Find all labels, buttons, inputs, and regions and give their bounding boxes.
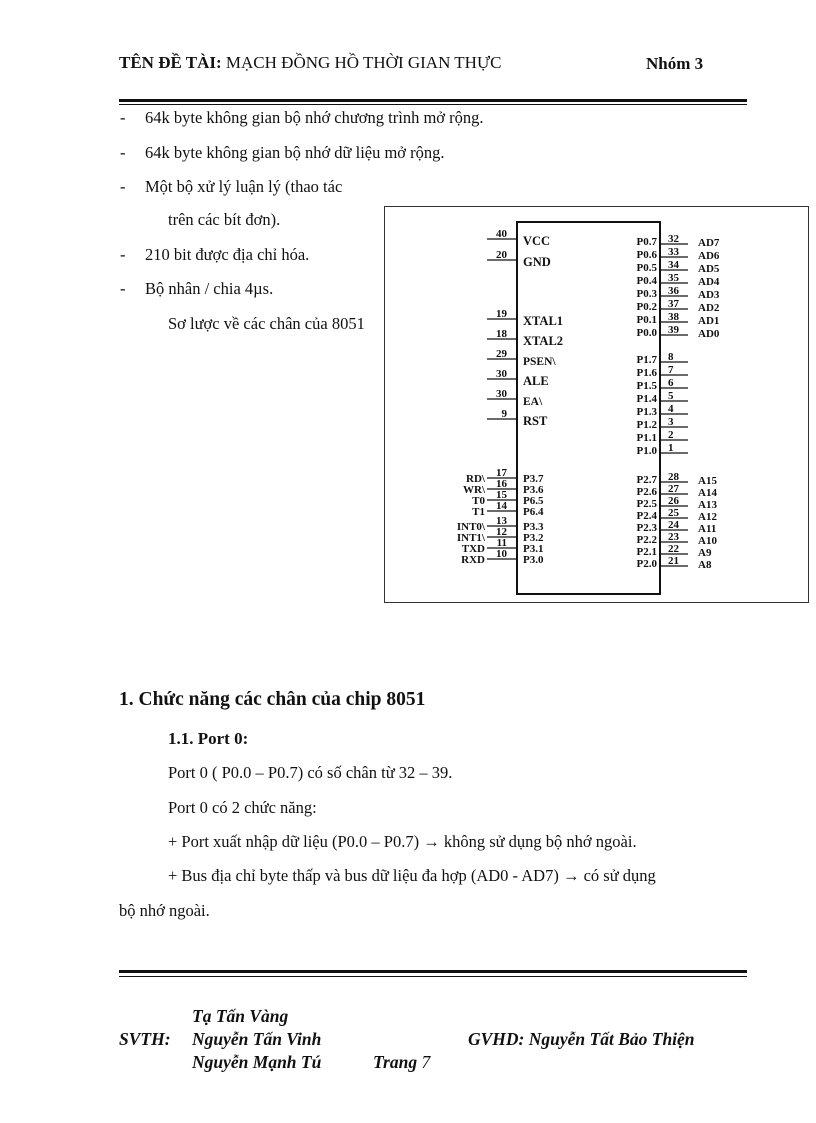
bullet-dash: - <box>120 108 126 127</box>
pin-signal: RXD <box>461 554 485 566</box>
pin-name: P1.0 <box>636 445 657 457</box>
pin-number: 25 <box>668 507 679 519</box>
paragraph: Port 0 ( P0.0 – P0.7) có số chân từ 32 – 39. <box>168 763 453 782</box>
pin-signal: A13 <box>698 499 717 511</box>
pin-number: 18 <box>496 328 507 340</box>
pinout-svg <box>385 207 810 604</box>
pin-name: P2.5 <box>636 498 657 510</box>
pin-number: 40 <box>496 228 507 240</box>
pin-name: P1.3 <box>636 406 657 418</box>
pin-name: P3.3 <box>523 521 544 533</box>
pin-signal: AD6 <box>698 250 720 262</box>
pin-signal: A15 <box>698 475 717 487</box>
pin-number: 30 <box>496 368 507 380</box>
page-label: Trang <box>373 1052 418 1072</box>
header-title-prefix: TÊN ĐỀ TÀI: <box>119 53 222 72</box>
pin-name: P6.5 <box>523 495 544 507</box>
pin-number: 22 <box>668 543 679 555</box>
pin-signal: AD1 <box>698 315 720 327</box>
pin-signal: A8 <box>698 559 712 571</box>
pin-number: 34 <box>668 259 679 271</box>
pin-number: 7 <box>668 364 674 376</box>
pin-number: 26 <box>668 495 679 507</box>
paragraph: Port 0 có 2 chức năng: <box>168 798 317 817</box>
pin-number: 37 <box>668 298 679 310</box>
paragraph: bộ nhớ ngoài. <box>119 901 210 920</box>
pin-number: 2 <box>668 429 674 441</box>
pin-name: ALE <box>523 374 549 388</box>
pin-name: P0.0 <box>636 327 657 339</box>
bullet-dash: - <box>120 143 126 162</box>
bullet-item: Bộ nhân / chia 4µs. <box>145 279 274 298</box>
pin-name: P3.7 <box>523 473 544 485</box>
pin-number: 23 <box>668 531 679 543</box>
subsection-heading: 1.1. Port 0: <box>168 729 249 748</box>
pin-name: RST <box>523 414 548 428</box>
pin-number: 3 <box>668 416 674 428</box>
pin-signal: AD0 <box>698 328 720 340</box>
pin-name: P0.5 <box>636 262 657 274</box>
pin-name: P0.2 <box>636 301 657 313</box>
pin-number: 39 <box>668 324 679 336</box>
pin-number: 30 <box>496 388 507 400</box>
pin-signal: TXD <box>461 543 485 555</box>
pin-name: P3.0 <box>523 554 544 566</box>
bullet-item-continuation: trên các bít đơn). <box>168 210 281 229</box>
pin-name: P1.2 <box>636 419 657 431</box>
pin-name: VCC <box>523 234 551 248</box>
pin-number: 29 <box>496 348 507 360</box>
pin-name: P2.0 <box>636 558 657 570</box>
pin-number: 10 <box>496 548 507 560</box>
pin-number: 15 <box>496 489 507 501</box>
pinout-diagram <box>384 206 809 603</box>
page-number <box>373 1052 430 1073</box>
header-rule-thin <box>119 104 747 105</box>
section-heading: 1. Chức năng các chân của chip 8051 <box>119 689 426 710</box>
student-name: Nguyễn Mạnh Tú <box>192 1052 322 1072</box>
pin-name: P1.5 <box>636 380 657 392</box>
pin-name: P0.3 <box>636 288 657 300</box>
pin-number: 35 <box>668 272 679 284</box>
page-number-value: 7 <box>421 1052 431 1072</box>
pin-name: P0.6 <box>636 249 657 261</box>
pin-name: P2.6 <box>636 486 657 498</box>
paragraph: + Port xuất nhập dữ liệu (P0.0 – P0.7) → không sử dụng bộ nhớ ngoài. <box>168 832 637 851</box>
pin-name: P1.1 <box>636 432 657 444</box>
pin-number: 27 <box>668 483 679 495</box>
pin-number: 16 <box>496 478 507 490</box>
bullet-dash: - <box>120 245 126 264</box>
pin-number: 5 <box>668 390 674 402</box>
pin-number: 9 <box>501 408 507 420</box>
bullet-item: 210 bit được địa chỉ hóa. <box>145 245 310 264</box>
header-title-text: MẠCH ĐỒNG HỒ THỜI GIAN THỰC <box>225 53 502 72</box>
pin-number: 1 <box>668 442 674 454</box>
pin-signal: AD4 <box>698 276 720 288</box>
footer-rule-thin <box>119 976 747 977</box>
pin-signal: AD7 <box>698 237 720 249</box>
pin-intro-text: Sơ lược về các chân của 8051 <box>168 314 365 333</box>
pin-name: P2.1 <box>636 546 657 558</box>
pin-name: P1.7 <box>636 354 657 366</box>
pin-signal: RD\ <box>466 473 485 485</box>
pin-name: XTAL1 <box>523 314 564 328</box>
header-group: Nhóm 3 <box>646 54 704 73</box>
pin-signal: A12 <box>698 511 717 523</box>
pin-signal: INT0\ <box>456 521 485 533</box>
bullet-item: Một bộ xử lý luận lý (thao tác <box>145 177 343 196</box>
bullet-dash: - <box>120 177 126 196</box>
pin-name: P2.7 <box>636 474 657 486</box>
pin-number: 4 <box>668 403 674 415</box>
bullet-item: 64k byte không gian bộ nhớ chương trình mở rộng. <box>145 108 484 127</box>
pin-name: P0.1 <box>636 314 657 326</box>
pin-signal: A9 <box>698 547 712 559</box>
pin-number: 14 <box>496 500 507 512</box>
bullet-item: 64k byte không gian bộ nhớ dữ liệu mở rộng. <box>145 143 445 162</box>
pin-signal: A11 <box>698 523 717 535</box>
student-name: Tạ Tấn Vàng <box>192 1006 289 1026</box>
pin-signal: AD5 <box>698 263 720 275</box>
svth-label: SVTH: <box>119 1029 171 1049</box>
pin-signal: INT1\ <box>456 532 485 544</box>
pin-number: 38 <box>668 311 679 323</box>
header-rule-thick <box>119 99 747 102</box>
pin-number: 21 <box>668 555 679 567</box>
pin-signal: AD3 <box>698 289 720 301</box>
pin-number: 28 <box>668 471 679 483</box>
pin-name: P2.2 <box>636 534 657 546</box>
student-name: Nguyễn Tấn Vinh <box>192 1029 322 1049</box>
pin-name: P3.2 <box>523 532 544 544</box>
pin-name: P3.6 <box>523 484 544 496</box>
pin-name: GND <box>523 255 551 269</box>
pin-number: 6 <box>668 377 674 389</box>
pin-number: 20 <box>496 249 507 261</box>
bullet-dash: - <box>120 279 126 298</box>
pin-signal: T0 <box>472 495 485 507</box>
pin-number: 24 <box>668 519 679 531</box>
pin-name: P1.4 <box>636 393 657 405</box>
pin-name: XTAL2 <box>523 334 564 348</box>
pin-signal: T1 <box>472 506 485 518</box>
pin-signal: WR\ <box>463 484 485 496</box>
pin-number: 17 <box>496 467 507 479</box>
pin-name: PSEN\ <box>523 356 556 368</box>
pin-signal: A10 <box>698 535 717 547</box>
header-title <box>119 53 502 73</box>
pin-name: P6.4 <box>523 506 544 518</box>
pin-number: 32 <box>668 233 679 245</box>
pin-number: 11 <box>496 537 507 549</box>
pin-name: P1.6 <box>636 367 657 379</box>
pin-number: 12 <box>496 526 507 538</box>
pin-name: P2.3 <box>636 522 657 534</box>
paragraph: + Bus địa chỉ byte thấp và bus dữ liệu đa hợp (AD0 - AD7) → có sử dụng <box>168 866 656 885</box>
pin-number: 13 <box>496 515 507 527</box>
advisor: GVHD: Nguyễn Tất Bảo Thiện <box>468 1029 695 1049</box>
pin-signal: AD2 <box>698 302 720 314</box>
pin-name: P0.7 <box>636 236 657 248</box>
pin-number: 33 <box>668 246 679 258</box>
pin-name: P2.4 <box>636 510 657 522</box>
pin-name: P3.1 <box>523 543 544 555</box>
pin-name: EA\ <box>523 396 543 408</box>
pin-signal: A14 <box>698 487 717 499</box>
pin-number: 36 <box>668 285 679 297</box>
footer-rule-thick <box>119 970 747 973</box>
pin-number: 8 <box>668 351 674 363</box>
pin-number: 19 <box>496 308 507 320</box>
pin-name: P0.4 <box>636 275 657 287</box>
